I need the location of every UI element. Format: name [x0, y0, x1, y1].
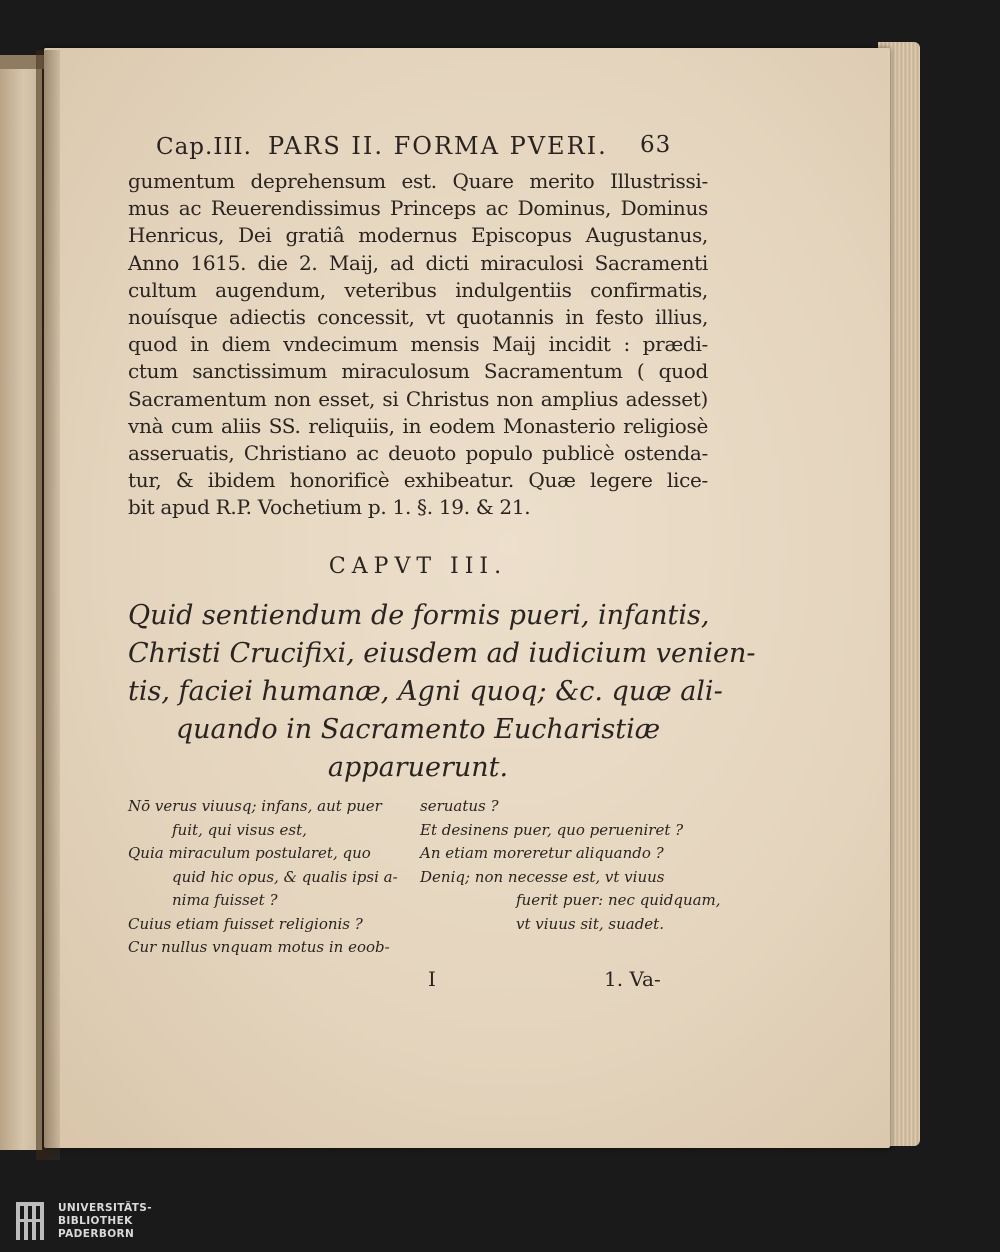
body-line: vnà cum aliis SS. reliquiis, in eodem Monasterio religiosè [128, 413, 708, 438]
body-line: asseruatis, Christiano ac deuoto populo publicè ostenda- [128, 440, 708, 465]
page-number: 63 [640, 132, 672, 158]
question-line: Quia miraculum postularet, quo [128, 844, 371, 863]
questions-left-column [128, 795, 418, 960]
question-line: Cur nullus vnquam motus in eoob- [128, 938, 390, 957]
body-line: nouísque adiectis concessit, vt quotannis in festo illius, [128, 304, 708, 329]
chapter-title-line: quando in Sacramento Eucharistiæ [175, 714, 661, 746]
question-line: Deniq; non necesse est, vt viuus [420, 867, 665, 886]
chapter-title-line: apparuerunt. [327, 752, 509, 784]
body-line: Anno 1615. die 2. Maij, ad dicti miraculosi Sacramenti [128, 250, 708, 275]
questions-right-column [420, 795, 721, 936]
body-line: tur, & ibidem honorificè exhibeatur. Quæ legere lice- [128, 468, 708, 493]
body-line: quod in diem vndecimum mensis Maij incidit : prædi- [128, 332, 708, 357]
library-mark-icon [14, 1200, 52, 1242]
page-footer [128, 967, 708, 995]
question-line: An etiam moreretur aliquando ? [420, 844, 664, 863]
chapter-title-line: Christi Crucifixi, eiusdem ad iudicium venien- [128, 638, 756, 670]
body-paragraph [128, 168, 708, 521]
chapter-title [128, 597, 756, 787]
library-name-line: UNIVERSITÄTS- [58, 1202, 153, 1214]
question-line: vt viuus sit, suadet. [516, 914, 664, 933]
body-line: gumentum deprehensum est. Quare merito Illustrissi- [128, 169, 708, 193]
chapter-title-line: Quid sentiendum de formis pueri, infantis, [128, 600, 710, 632]
library-name [58, 1202, 152, 1241]
question-line: quid hic opus, & qualis ipsi a- [172, 867, 398, 886]
question-line: nima fuisset ? [172, 891, 278, 910]
question-line: Et desinens puer, quo perueniret ? [420, 820, 684, 839]
library-name-line: PADERBORN [58, 1228, 135, 1240]
question-line: Nō verus viuusq; infans, aut puer [128, 797, 382, 816]
chapter-heading: CAPVT III. [328, 554, 508, 580]
body-line: mus ac Reuerendissimus Princeps ac Dominus, Dominus [128, 196, 708, 221]
margin-questions [128, 795, 721, 965]
question-line: fuit, qui visus est, [172, 820, 307, 839]
library-name-line: BIBLIOTHEK [58, 1215, 133, 1227]
catchword: 1. Va- [604, 967, 661, 992]
running-head [128, 128, 708, 168]
body-line: Sacramentum non esset, si Christus non amplius adesset) [128, 386, 708, 411]
chapter-title-line: tis, faciei humanæ, Agni quoq; &c. quæ ali- [128, 676, 723, 708]
body-line: bit apud R.P. Vochetium p. 1. §. 19. & 21. [128, 495, 531, 520]
running-head-chapter: Cap.III. [156, 134, 252, 160]
signature-mark: I [428, 967, 436, 992]
running-head-title: PARS II. FORMA PVERI. [268, 132, 608, 160]
body-line: Henricus, Dei gratiâ modernus Episcopus Augustanus, [128, 223, 708, 248]
body-line: cultum augendum, veteribus indulgentiis confirmatis, [128, 277, 708, 302]
question-line: seruatus ? [420, 797, 499, 816]
page-text [128, 128, 756, 995]
body-line: ctum sanctissimum miraculosum Sacramentum ( quod [128, 359, 708, 384]
gutter-shadow [36, 50, 60, 1160]
question-line: fuerit puer: nec quidquam, [516, 891, 721, 910]
question-line: Cuius etiam fuisset religionis ? [128, 914, 363, 933]
library-logo [14, 1198, 154, 1244]
